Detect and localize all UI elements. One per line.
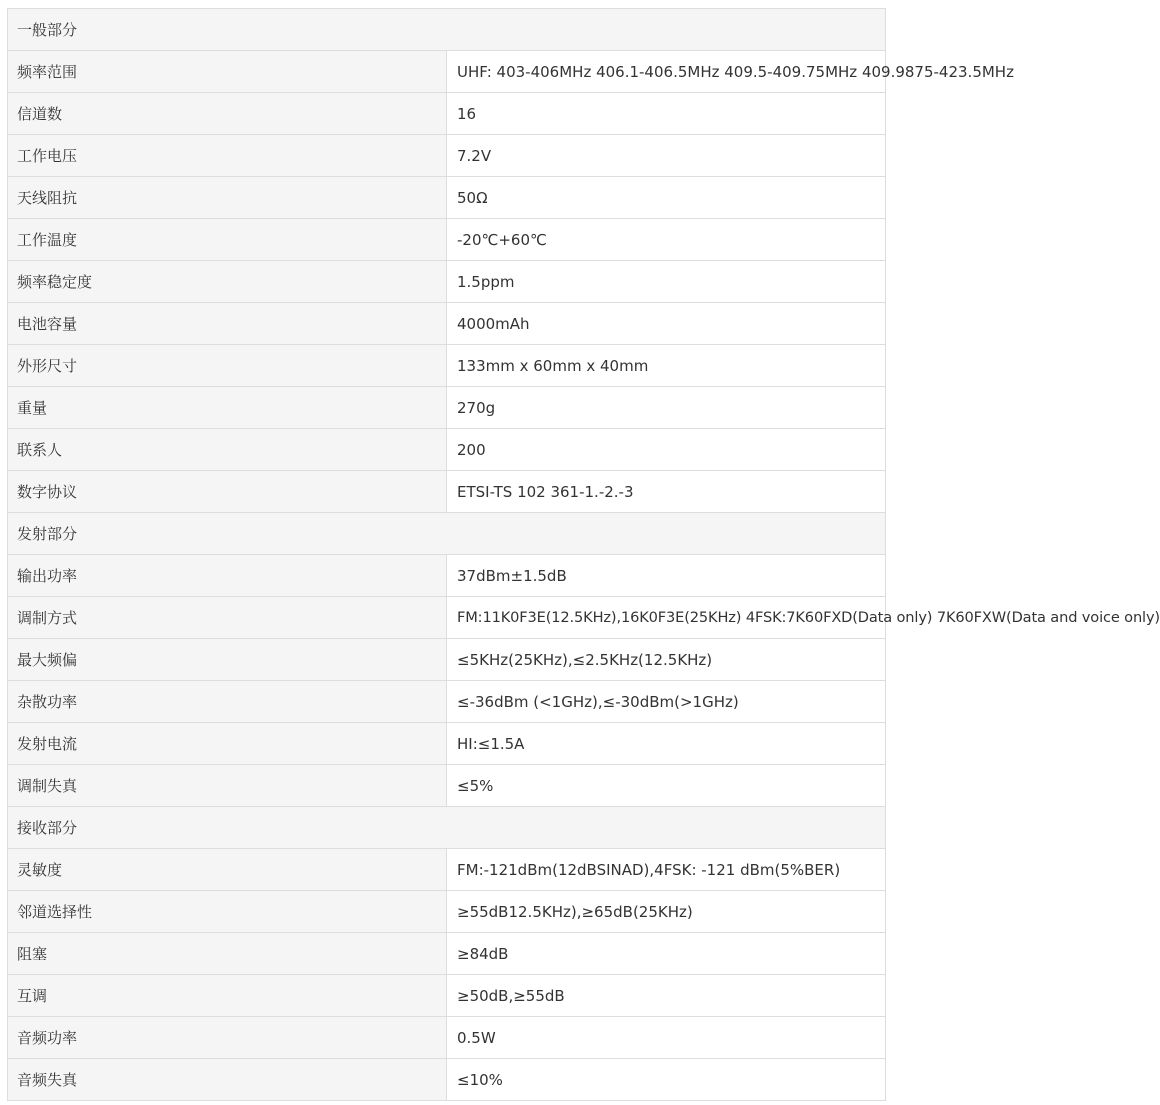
table-row	[8, 765, 886, 807]
table-row	[8, 681, 886, 723]
row-label: 发射电流	[8, 723, 447, 765]
row-value: ≥50dB,≥55dB	[447, 975, 886, 1017]
section-header-transmit	[8, 513, 886, 555]
row-label: 音频功率	[8, 1017, 447, 1059]
row-value: 4000mAh	[447, 303, 886, 345]
section-title: 发射部分	[8, 513, 886, 555]
table-row	[8, 975, 886, 1017]
table-row	[8, 429, 886, 471]
row-value: 16	[447, 93, 886, 135]
row-value: ≤5%	[447, 765, 886, 807]
table-row	[8, 93, 886, 135]
table-row	[8, 555, 886, 597]
section-header-receive	[8, 807, 886, 849]
table-row	[8, 135, 886, 177]
table-row	[8, 933, 886, 975]
row-value: ≥84dB	[447, 933, 886, 975]
table-row	[8, 849, 886, 891]
table-row	[8, 303, 886, 345]
row-label: 天线阻抗	[8, 177, 447, 219]
row-label: 阻塞	[8, 933, 447, 975]
row-label: 调制方式	[8, 597, 447, 639]
table-row	[8, 177, 886, 219]
row-value: FM:11K0F3E(12.5KHz),16K0F3E(25KHz) 4FSK:7K60FXD(Data only) 7K60FXW(Data and voice only)	[447, 597, 886, 639]
table-row	[8, 387, 886, 429]
row-label: 音频失真	[8, 1059, 447, 1101]
row-value: FM:-121dBm(12dBSINAD),4FSK: -121 dBm(5%BER)	[447, 849, 886, 891]
row-label: 杂散功率	[8, 681, 447, 723]
row-value: ≤10%	[447, 1059, 886, 1101]
row-label: 重量	[8, 387, 447, 429]
row-label: 数字协议	[8, 471, 447, 513]
row-value: UHF: 403-406MHz 406.1-406.5MHz 409.5-409.75MHz 409.9875-423.5MHz	[447, 51, 886, 93]
row-label: 输出功率	[8, 555, 447, 597]
table-row	[8, 891, 886, 933]
row-value: HI:≤1.5A	[447, 723, 886, 765]
row-label: 工作温度	[8, 219, 447, 261]
row-value: 7.2V	[447, 135, 886, 177]
row-value: 0.5W	[447, 1017, 886, 1059]
table-row	[8, 723, 886, 765]
row-value: 133mm x 60mm x 40mm	[447, 345, 886, 387]
row-value: 1.5ppm	[447, 261, 886, 303]
row-value: 37dBm±1.5dB	[447, 555, 886, 597]
row-value: -20℃+60℃	[447, 219, 886, 261]
row-value: ≥55dB12.5KHz),≥65dB(25KHz)	[447, 891, 886, 933]
section-header-general	[8, 9, 886, 51]
row-label: 外形尺寸	[8, 345, 447, 387]
row-label: 频率范围	[8, 51, 447, 93]
row-label: 调制失真	[8, 765, 447, 807]
table-row	[8, 261, 886, 303]
row-label: 互调	[8, 975, 447, 1017]
row-value: 200	[447, 429, 886, 471]
table-row	[8, 1017, 886, 1059]
table-row	[8, 345, 886, 387]
row-value: 270g	[447, 387, 886, 429]
row-label: 最大频偏	[8, 639, 447, 681]
row-label: 联系人	[8, 429, 447, 471]
row-label: 工作电压	[8, 135, 447, 177]
row-label: 信道数	[8, 93, 447, 135]
row-label: 电池容量	[8, 303, 447, 345]
row-label: 频率稳定度	[8, 261, 447, 303]
table-row	[8, 639, 886, 681]
table-row	[8, 51, 886, 93]
row-value: ≤5KHz(25KHz),≤2.5KHz(12.5KHz)	[447, 639, 886, 681]
row-label: 邻道选择性	[8, 891, 447, 933]
row-value: 50Ω	[447, 177, 886, 219]
table-row	[8, 1059, 886, 1101]
spec-table	[7, 8, 1160, 1101]
table-row	[8, 597, 886, 639]
table-row	[8, 219, 886, 261]
row-label: 灵敏度	[8, 849, 447, 891]
row-value: ETSI-TS 102 361-1.-2.-3	[447, 471, 886, 513]
section-title: 接收部分	[8, 807, 886, 849]
section-title: 一般部分	[8, 9, 886, 51]
table-row	[8, 471, 886, 513]
row-value: ≤-36dBm (<1GHz),≤-30dBm(>1GHz)	[447, 681, 886, 723]
